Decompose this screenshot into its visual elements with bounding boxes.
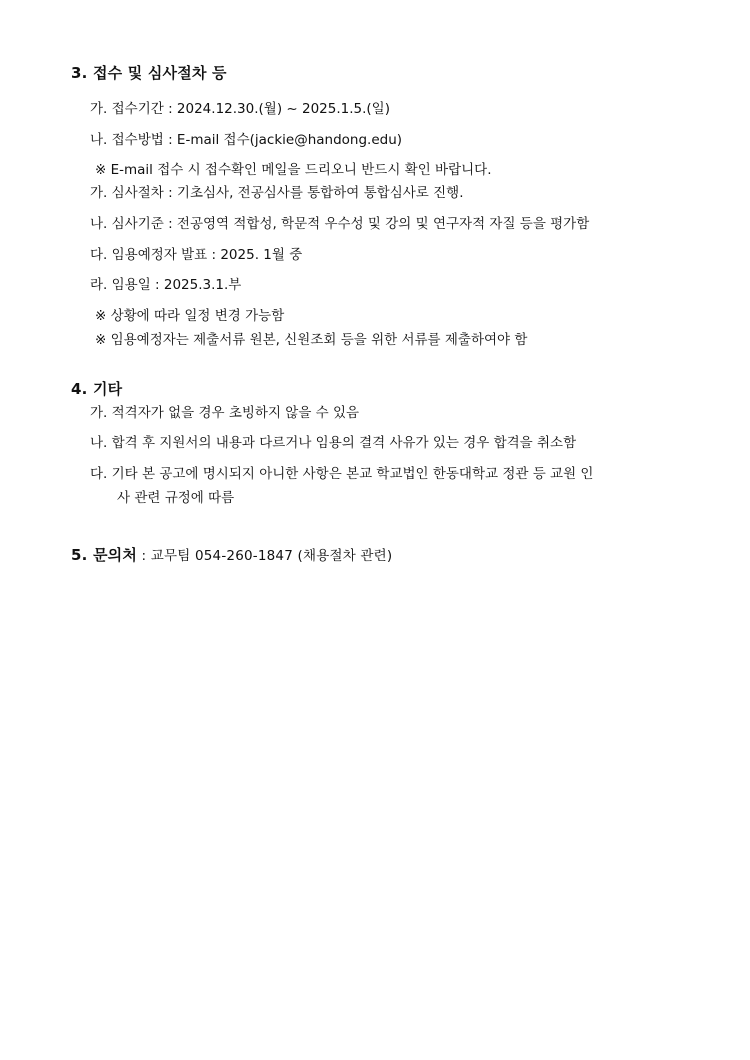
- email-confirmation-note: ※ E-mail 접수 시 접수확인 메일을 드리오니 반드시 확인 바랍니다.: [95, 162, 492, 178]
- review-procedure: 가. 심사절차 : 기초심사, 전공심사를 통합하여 통합심사로 진행.: [90, 185, 464, 201]
- appointment-date: 라. 임용일 : 2025.3.1.부: [90, 277, 242, 293]
- application-method: 나. 접수방법 : E-mail 접수(jackie@handong.edu): [90, 132, 403, 148]
- schedule-change-note: ※ 상황에 따라 일정 변경 가능함: [95, 308, 285, 324]
- other-regulations-continued: 사 관련 규정에 따름: [117, 490, 235, 506]
- announcement-date: 다. 임용예정자 발표 : 2025. 1월 중: [90, 247, 303, 263]
- section-5-heading: [71, 544, 392, 565]
- cancellation-clause: 나. 합격 후 지원서의 내용과 다르거나 임용의 결격 사유가 있는 경우 합격을 취소함: [90, 435, 577, 451]
- section-4-heading: 4. 기타: [71, 380, 123, 398]
- application-period: 가. 접수기간 : 2024.12.30.(월) ~ 2025.1.5.(일): [90, 101, 390, 117]
- review-criteria: 나. 심사기준 : 전공영역 적합성, 학문적 우수성 및 강의 및 연구자적 자질 등을 평가함: [90, 216, 590, 232]
- inquiry-title: 5. 문의처: [71, 546, 138, 564]
- document-submission-note: ※ 임용예정자는 제출서류 원본, 신원조회 등을 위한 서류를 제출하여야 함: [95, 332, 528, 348]
- inquiry-contact: : 교무팀 054-260-1847 (채용절차 관련): [137, 548, 393, 564]
- section-3-heading: 3. 접수 및 심사절차 등: [71, 64, 227, 82]
- no-qualified-candidate: 가. 적격자가 없을 경우 초빙하지 않을 수 있음: [90, 405, 360, 421]
- other-regulations: 다. 기타 본 공고에 명시되지 아니한 사항은 본교 학교법인 한동대학교 정관 등 교원 인: [90, 466, 594, 482]
